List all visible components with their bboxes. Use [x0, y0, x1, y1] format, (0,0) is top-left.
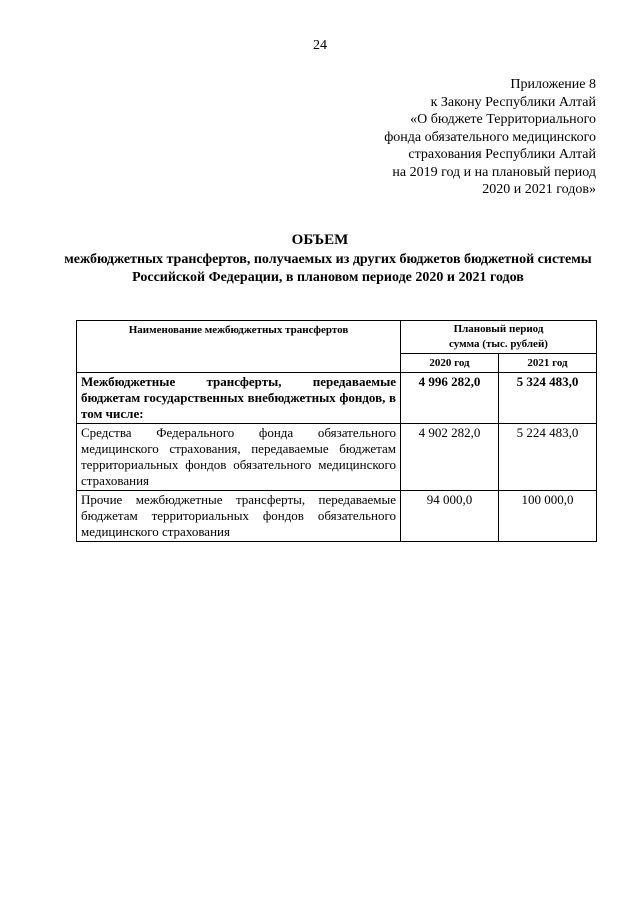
table-header-row	[77, 321, 597, 354]
header-period-line: сумма (тыс. рублей)	[449, 338, 548, 350]
row-name: Межбюджетные трансферты, передаваемые бюджетам государственных внебюджетных фондов, в том числе:	[77, 373, 401, 424]
page-number: 24	[313, 38, 327, 53]
appendix-line: фонда обязательного медицинского	[384, 129, 596, 145]
header-period-line: Плановый период	[453, 323, 544, 335]
table-row	[77, 424, 597, 491]
document-subtitle: межбюджетных трансфертов, получаемых из других бюджетов бюджетной системы Российской Федерации, в плановом периоде 2020 и 2021 годов	[64, 252, 592, 285]
row-value-2020: 4 996 282,0	[401, 373, 499, 424]
row-name: Средства Федерального фонда обязательного медицинского страхования, передаваемые бюджетам территориальных фондов обязательного медицинского страхования	[77, 424, 401, 491]
header-year-2021: 2021 год	[499, 354, 597, 373]
appendix-line: страхования Республики Алтай	[408, 147, 596, 162]
header-name: Наименование межбюджетных трансфертов	[77, 321, 401, 373]
appendix-line: на 2019 год и на плановый период	[392, 164, 596, 180]
row-value-2020: 4 902 282,0	[401, 424, 499, 491]
table-row	[77, 373, 597, 424]
row-value-2021: 100 000,0	[499, 491, 597, 542]
appendix-line: Приложение 8	[510, 77, 596, 92]
appendix-block	[296, 76, 596, 199]
appendix-line: «О бюджете Территориального	[410, 112, 596, 127]
table-row	[77, 491, 597, 542]
appendix-line: 2020 и 2021 годов»	[482, 182, 596, 197]
header-period	[401, 321, 597, 354]
transfers-table	[76, 320, 597, 542]
document-title: ОБЪЕМ	[291, 232, 349, 248]
row-name: Прочие межбюджетные трансферты, передаваемые бюджетам территориальных фондов обязательного медицинского страхования	[77, 491, 401, 542]
row-value-2021: 5 224 483,0	[499, 424, 597, 491]
row-value-2020: 94 000,0	[401, 491, 499, 542]
appendix-line: к Закону Республики Алтай	[430, 94, 596, 110]
header-year-2020: 2020 год	[401, 354, 499, 373]
row-value-2021: 5 324 483,0	[499, 373, 597, 424]
